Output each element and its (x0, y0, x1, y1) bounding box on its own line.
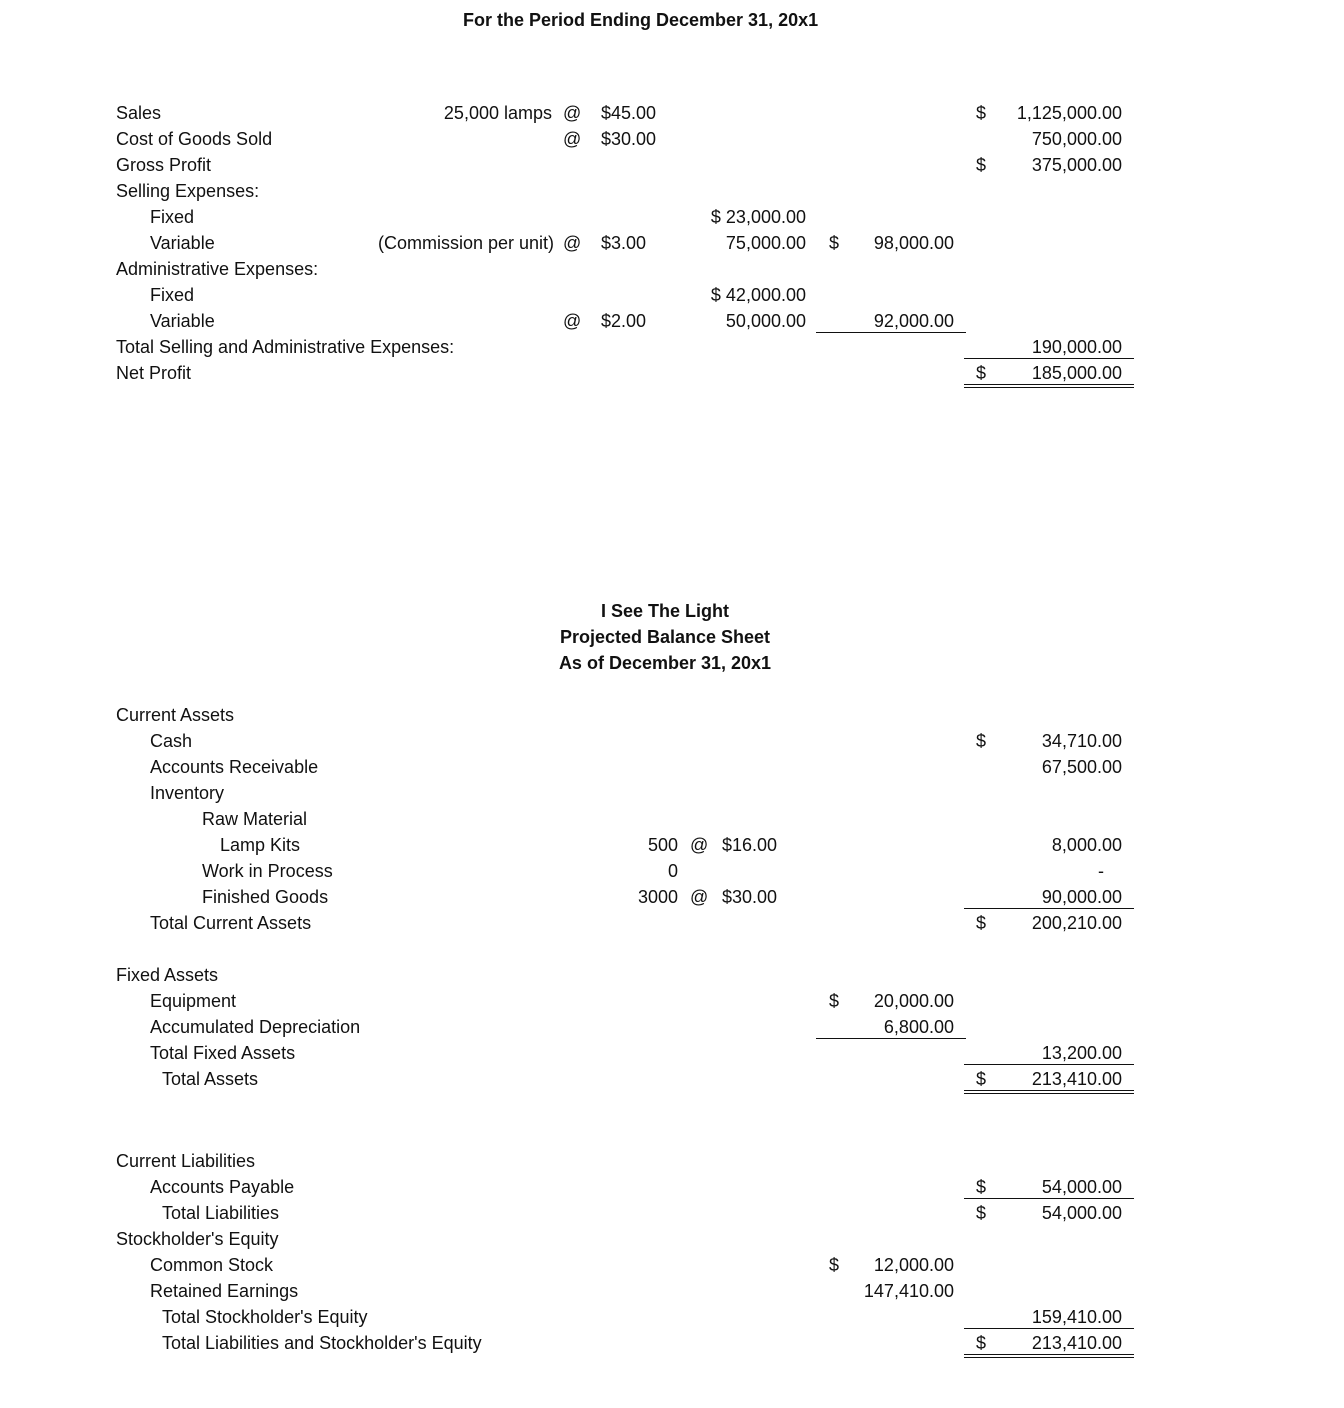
lamp-kits-label: Lamp Kits (220, 835, 301, 855)
lamp-kits-total: 8,000.00 (1051, 835, 1122, 855)
equity-label: Stockholder's Equity (116, 1229, 279, 1249)
sales-dollar: $ (976, 103, 987, 123)
cash-dollar: $ (976, 731, 987, 751)
total-fixed-assets-underline (964, 1064, 1134, 1065)
total-liabilities-label: Total Liabilities (162, 1203, 280, 1223)
current-assets-label: Current Assets (116, 705, 235, 725)
lamp-kits-qty: 500 (647, 835, 678, 855)
statement-date: As of December 31, 20x1 (558, 653, 772, 673)
statement-name: Projected Balance Sheet (559, 627, 771, 647)
total-liabilities-dollar: $ (976, 1203, 987, 1223)
selling-label: Selling Expenses: (116, 181, 260, 201)
finished-goods-price: $30.00 (722, 887, 778, 907)
total-equity-label: Total Stockholder's Equity (162, 1307, 368, 1327)
cash-label: Cash (150, 731, 193, 751)
total-current-assets-total: 200,210.00 (1031, 913, 1122, 933)
raw-material-label: Raw Material (202, 809, 308, 829)
total-sga-total: 190,000.00 (1031, 337, 1122, 357)
sales-price: $45.00 (601, 103, 657, 123)
common-stock-amount: 12,000.00 (873, 1255, 954, 1275)
cogs-price: $30.00 (601, 129, 657, 149)
ar-total: 67,500.00 (1041, 757, 1122, 777)
finished-goods-label: Finished Goods (202, 887, 329, 907)
total-le-double-underline (964, 1354, 1134, 1358)
net-profit-dollar: $ (976, 363, 987, 383)
total-le-total: 213,410.00 (1031, 1333, 1122, 1353)
net-profit-double-underline (964, 384, 1134, 388)
cogs-label: Cost of Goods Sold (116, 129, 273, 149)
ap-dollar: $ (976, 1177, 987, 1197)
net-profit-label: Net Profit (116, 363, 192, 383)
inventory-label: Inventory (150, 783, 225, 803)
total-liabilities-total: 54,000.00 (1041, 1203, 1122, 1223)
admin-variable-label: Variable (150, 311, 215, 331)
cogs-at: @ (563, 129, 582, 149)
company-name: I See The Light (600, 601, 729, 621)
sales-qty: 25,000 lamps (443, 103, 552, 123)
cash-total: 34,710.00 (1041, 731, 1122, 751)
equipment-amount: 20,000.00 (873, 991, 954, 1011)
gross-profit-label: Gross Profit (116, 155, 212, 175)
total-sga-underline (964, 358, 1134, 359)
period-header-clip (0, 10, 1344, 44)
finished-goods-total: 90,000.00 (1041, 887, 1122, 907)
current-liabilities-label: Current Liabilities (116, 1151, 256, 1171)
admin-variable-amount: 50,000.00 (725, 311, 806, 331)
total-current-assets-label: Total Current Assets (150, 913, 312, 933)
selling-fixed-amount: $ 23,000.00 (710, 207, 806, 227)
retained-earnings-amount: 147,410.00 (863, 1281, 954, 1301)
total-current-assets-dollar: $ (976, 913, 987, 933)
admin-subtotal-underline (816, 332, 966, 333)
total-sga-label: Total Selling and Administrative Expenses: (116, 337, 455, 357)
retained-earnings-label: Retained Earnings (150, 1281, 299, 1301)
accum-dep-underline (816, 1038, 966, 1039)
accum-dep-label: Accumulated Depreciation (150, 1017, 361, 1037)
fixed-assets-label: Fixed Assets (116, 965, 219, 985)
selling-variable-at: @ (563, 233, 582, 253)
selling-subtotal: 98,000.00 (873, 233, 954, 253)
ap-underline (964, 1198, 1134, 1199)
ap-total: 54,000.00 (1041, 1177, 1122, 1197)
net-profit-total: 185,000.00 (1031, 363, 1122, 383)
common-stock-dollar: $ (829, 1255, 840, 1275)
total-assets-double-underline (964, 1090, 1134, 1094)
admin-variable-rate: $2.00 (601, 311, 647, 331)
common-stock-label: Common Stock (150, 1255, 274, 1275)
total-assets-total: 213,410.00 (1031, 1069, 1122, 1089)
wip-qty: 0 (667, 861, 678, 881)
selling-variable-note: (Commission per unit) (377, 233, 554, 253)
total-assets-label: Total Assets (162, 1069, 259, 1089)
admin-fixed-amount: $ 42,000.00 (710, 285, 806, 305)
wip-label: Work in Process (202, 861, 333, 881)
total-fixed-assets-label: Total Fixed Assets (150, 1043, 296, 1063)
selling-subtotal-dollar: $ (829, 233, 840, 253)
selling-variable-label: Variable (150, 233, 215, 253)
lamp-kits-at: @ (690, 835, 709, 855)
finished-goods-at: @ (690, 887, 709, 907)
period-header: For the Period Ending December 31, 20x1 (463, 10, 819, 30)
accum-dep-amount: 6,800.00 (883, 1017, 954, 1037)
sales-at: @ (563, 103, 582, 123)
finished-goods-underline (964, 908, 1134, 909)
cogs-total: 750,000.00 (1031, 129, 1122, 149)
admin-fixed-label: Fixed (150, 285, 195, 305)
total-le-dollar: $ (976, 1333, 987, 1353)
gross-profit-total: 375,000.00 (1031, 155, 1122, 175)
total-equity-underline (964, 1328, 1134, 1329)
selling-fixed-label: Fixed (150, 207, 195, 227)
ar-label: Accounts Receivable (150, 757, 319, 777)
selling-variable-rate: $3.00 (601, 233, 647, 253)
sales-total: 1,125,000.00 (1016, 103, 1122, 123)
finished-goods-qty: 3000 (637, 887, 678, 907)
equipment-label: Equipment (150, 991, 237, 1011)
equipment-dollar: $ (829, 991, 840, 1011)
total-equity-total: 159,410.00 (1031, 1307, 1122, 1327)
gross-profit-dollar: $ (976, 155, 987, 175)
selling-variable-amount: 75,000.00 (725, 233, 806, 253)
total-fixed-assets-total: 13,200.00 (1041, 1043, 1122, 1063)
total-assets-dollar: $ (976, 1069, 987, 1089)
admin-variable-at: @ (563, 311, 582, 331)
total-le-label: Total Liabilities and Stockholder's Equity (162, 1333, 482, 1353)
admin-label: Administrative Expenses: (116, 259, 319, 279)
admin-subtotal: 92,000.00 (873, 311, 954, 331)
ap-label: Accounts Payable (150, 1177, 295, 1197)
lamp-kits-price: $16.00 (722, 835, 778, 855)
sales-label: Sales (116, 103, 162, 123)
wip-total: - (1098, 861, 1104, 881)
